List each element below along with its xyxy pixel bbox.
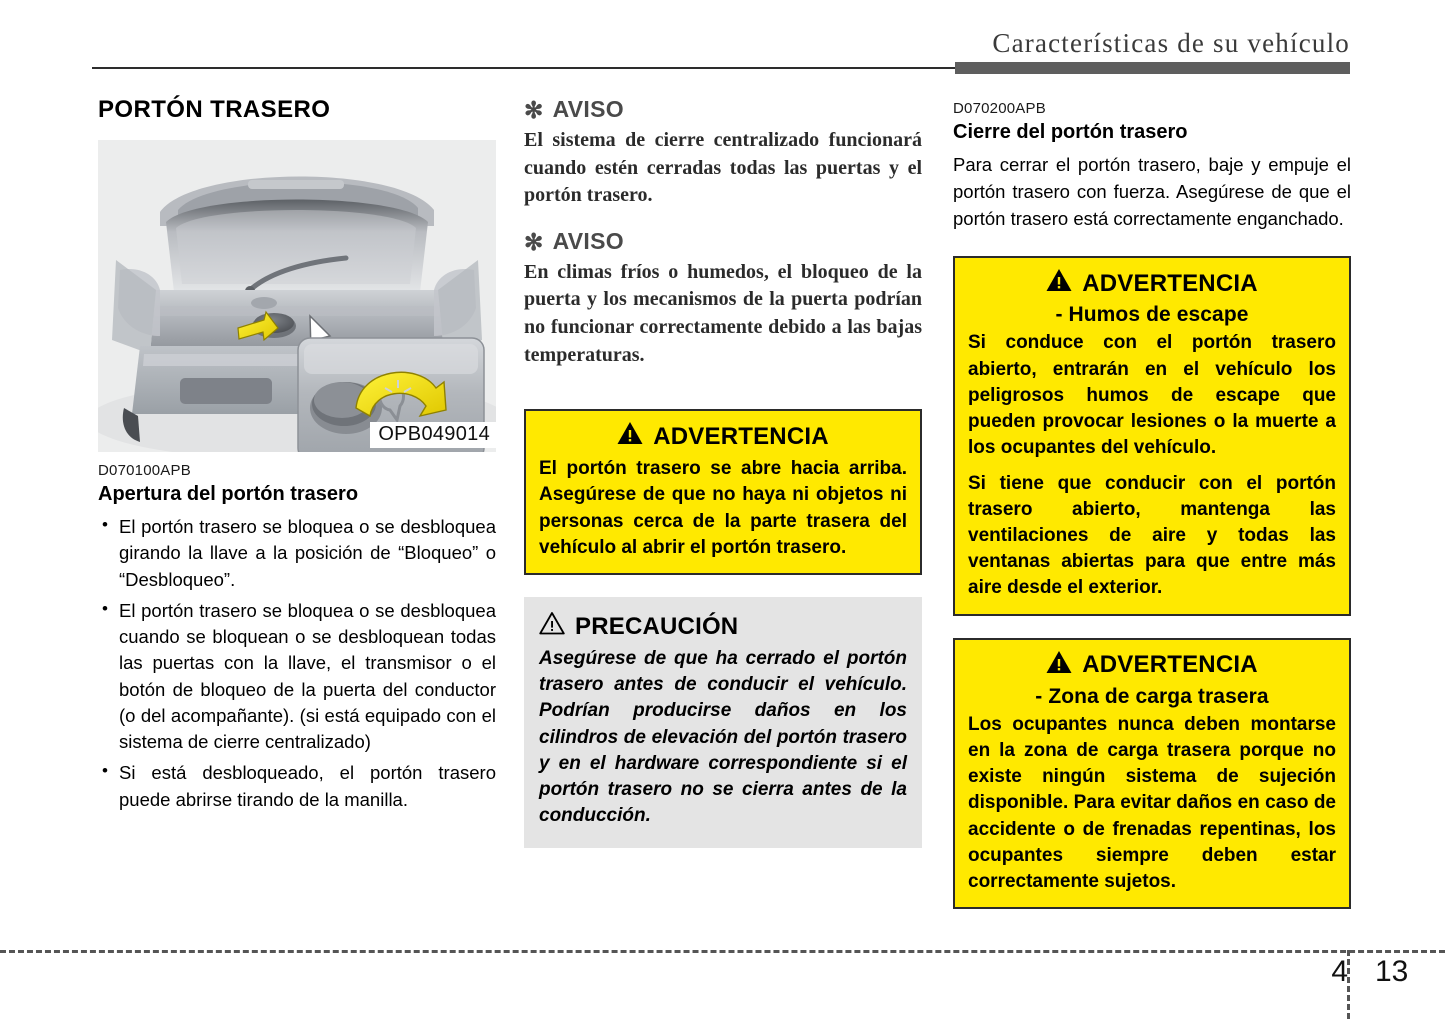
caution-triangle-icon <box>539 611 565 642</box>
notice-heading <box>524 96 922 123</box>
warning-triangle-icon <box>617 421 643 452</box>
warning-box-rear-cargo-area <box>953 638 1351 910</box>
caution-body: Asegúrese de que ha cerrado el portón trasero antes de conducir el vehículo. Podrían producirse daños en los cilindros de elevación del portón trasero y en el hardware correspondiente si el portón trasero no se cierra antes de la conducción. <box>539 648 907 827</box>
warning-subheading: - Humos de escape <box>1055 303 1249 327</box>
chapter-number: 4 <box>1331 955 1348 988</box>
warning-body-paragraph: Si conduce con el portón trasero abierto, entrarán en el vehículo los peligrosos humos de escape que pueden provocar lesiones o la muerte a los ocupantes del vehículo. <box>968 332 1336 459</box>
notice-block-1 <box>524 96 922 210</box>
left-code-label: D070100APB <box>98 462 191 479</box>
warning-heading <box>968 650 1336 681</box>
right-code-label: D070200APB <box>953 100 1046 117</box>
warning-heading-label: ADVERTENCIA <box>653 422 829 450</box>
page-number-value: 13 <box>1375 955 1409 988</box>
warning-box-exhaust-fumes <box>953 256 1351 615</box>
list-item: • El portón trasero se bloquea o se desbloquea girando la llave a la posición de “Bloqueo” o “Desbloqueo”. <box>98 514 496 593</box>
list-item: • Si está desbloqueado, el portón trasero puede abrirse tirando de la manilla. <box>98 760 496 813</box>
caution-heading-label: PRECAUCIÓN <box>575 612 739 640</box>
right-column <box>953 96 1351 931</box>
warning-box-tailgate-opens-upward <box>524 409 922 575</box>
middle-column <box>524 96 922 870</box>
header-rule-thick <box>955 62 1350 74</box>
notice-block-2 <box>524 228 922 369</box>
left-column <box>98 96 496 813</box>
section-title: PORTÓN TRASERO <box>98 96 331 123</box>
page-number <box>1300 955 1425 989</box>
caution-heading <box>539 611 907 642</box>
right-sub-head: Cierre del portón trasero <box>953 121 1188 143</box>
warning-body: El portón trasero se abre hacia arriba. Asegúrese de que no haya ni objetos ni personas cerca de la parte trasera del vehículo al abrir el portón trasero. <box>539 458 907 558</box>
warning-body-paragraph: Los ocupantes nunca deben montarse en la zona de carga trasera porque no existe ningún sistema de sujeción disponible. Para evitar daños en caso de accidente o de frenadas repentinas, los ocupantes siempre deben estar correctamente sujetos. <box>968 713 1336 892</box>
warning-heading <box>539 421 907 452</box>
tailgate-figure-svg <box>98 140 496 452</box>
warning-heading <box>968 268 1336 299</box>
list-item: • El portón trasero se bloquea o se desbloquea cuando se bloquean o se desbloquean todas las puertas con la llave, el transmisor o el botón de bloqueo de la puerta del conductor (o del acompañante). (si está equipado con el sistema de cierre centralizado) <box>98 598 496 756</box>
left-sub-head: Apertura del portón trasero <box>98 483 359 505</box>
warning-subheading: - Zona de carga trasera <box>1035 684 1269 708</box>
notice-body: En climas fríos o humedos, el bloqueo de la puerta y los mecanismos de la puerta podrían no funcionar correctamente debido a las bajas temperaturas. <box>524 260 922 366</box>
page-header <box>0 0 1445 80</box>
notice-heading-label: AVISO <box>552 227 624 254</box>
page-title: Características de su vehículo <box>992 28 1350 58</box>
tailgate-illustration <box>98 140 496 452</box>
notice-body: El sistema de cierre centralizado funcionará cuando estén cerradas todas las puertas y el portón trasero. <box>524 129 922 207</box>
warning-heading-label: ADVERTENCIA <box>1082 269 1258 297</box>
tailgate-opening-list <box>98 514 496 813</box>
caution-box-close-tailgate <box>524 597 922 848</box>
asterisk-icon: ✻ <box>524 97 544 123</box>
figure-caption: OPB049014 <box>370 422 496 448</box>
asterisk-icon: ✻ <box>524 228 544 255</box>
warning-heading-label: ADVERTENCIA <box>1082 651 1258 679</box>
warning-triangle-icon <box>1046 650 1072 681</box>
warning-triangle-icon <box>1046 268 1072 299</box>
notice-heading-label: AVISO <box>552 96 624 122</box>
right-body-text: Para cerrar el portón trasero, baje y empuje el portón trasero con fuerza. Asegúrese de que el portón trasero está correctamente enganchado. <box>953 154 1351 229</box>
footer-divider-horizontal <box>0 950 1445 953</box>
notice-heading <box>524 228 922 255</box>
warning-body-paragraph: Si tiene que conducir con el portón trasero abierto, mantenga las ventilaciones de aire y todas las ventanas abiertas para que entre más aire desde el exterior. <box>968 472 1336 599</box>
